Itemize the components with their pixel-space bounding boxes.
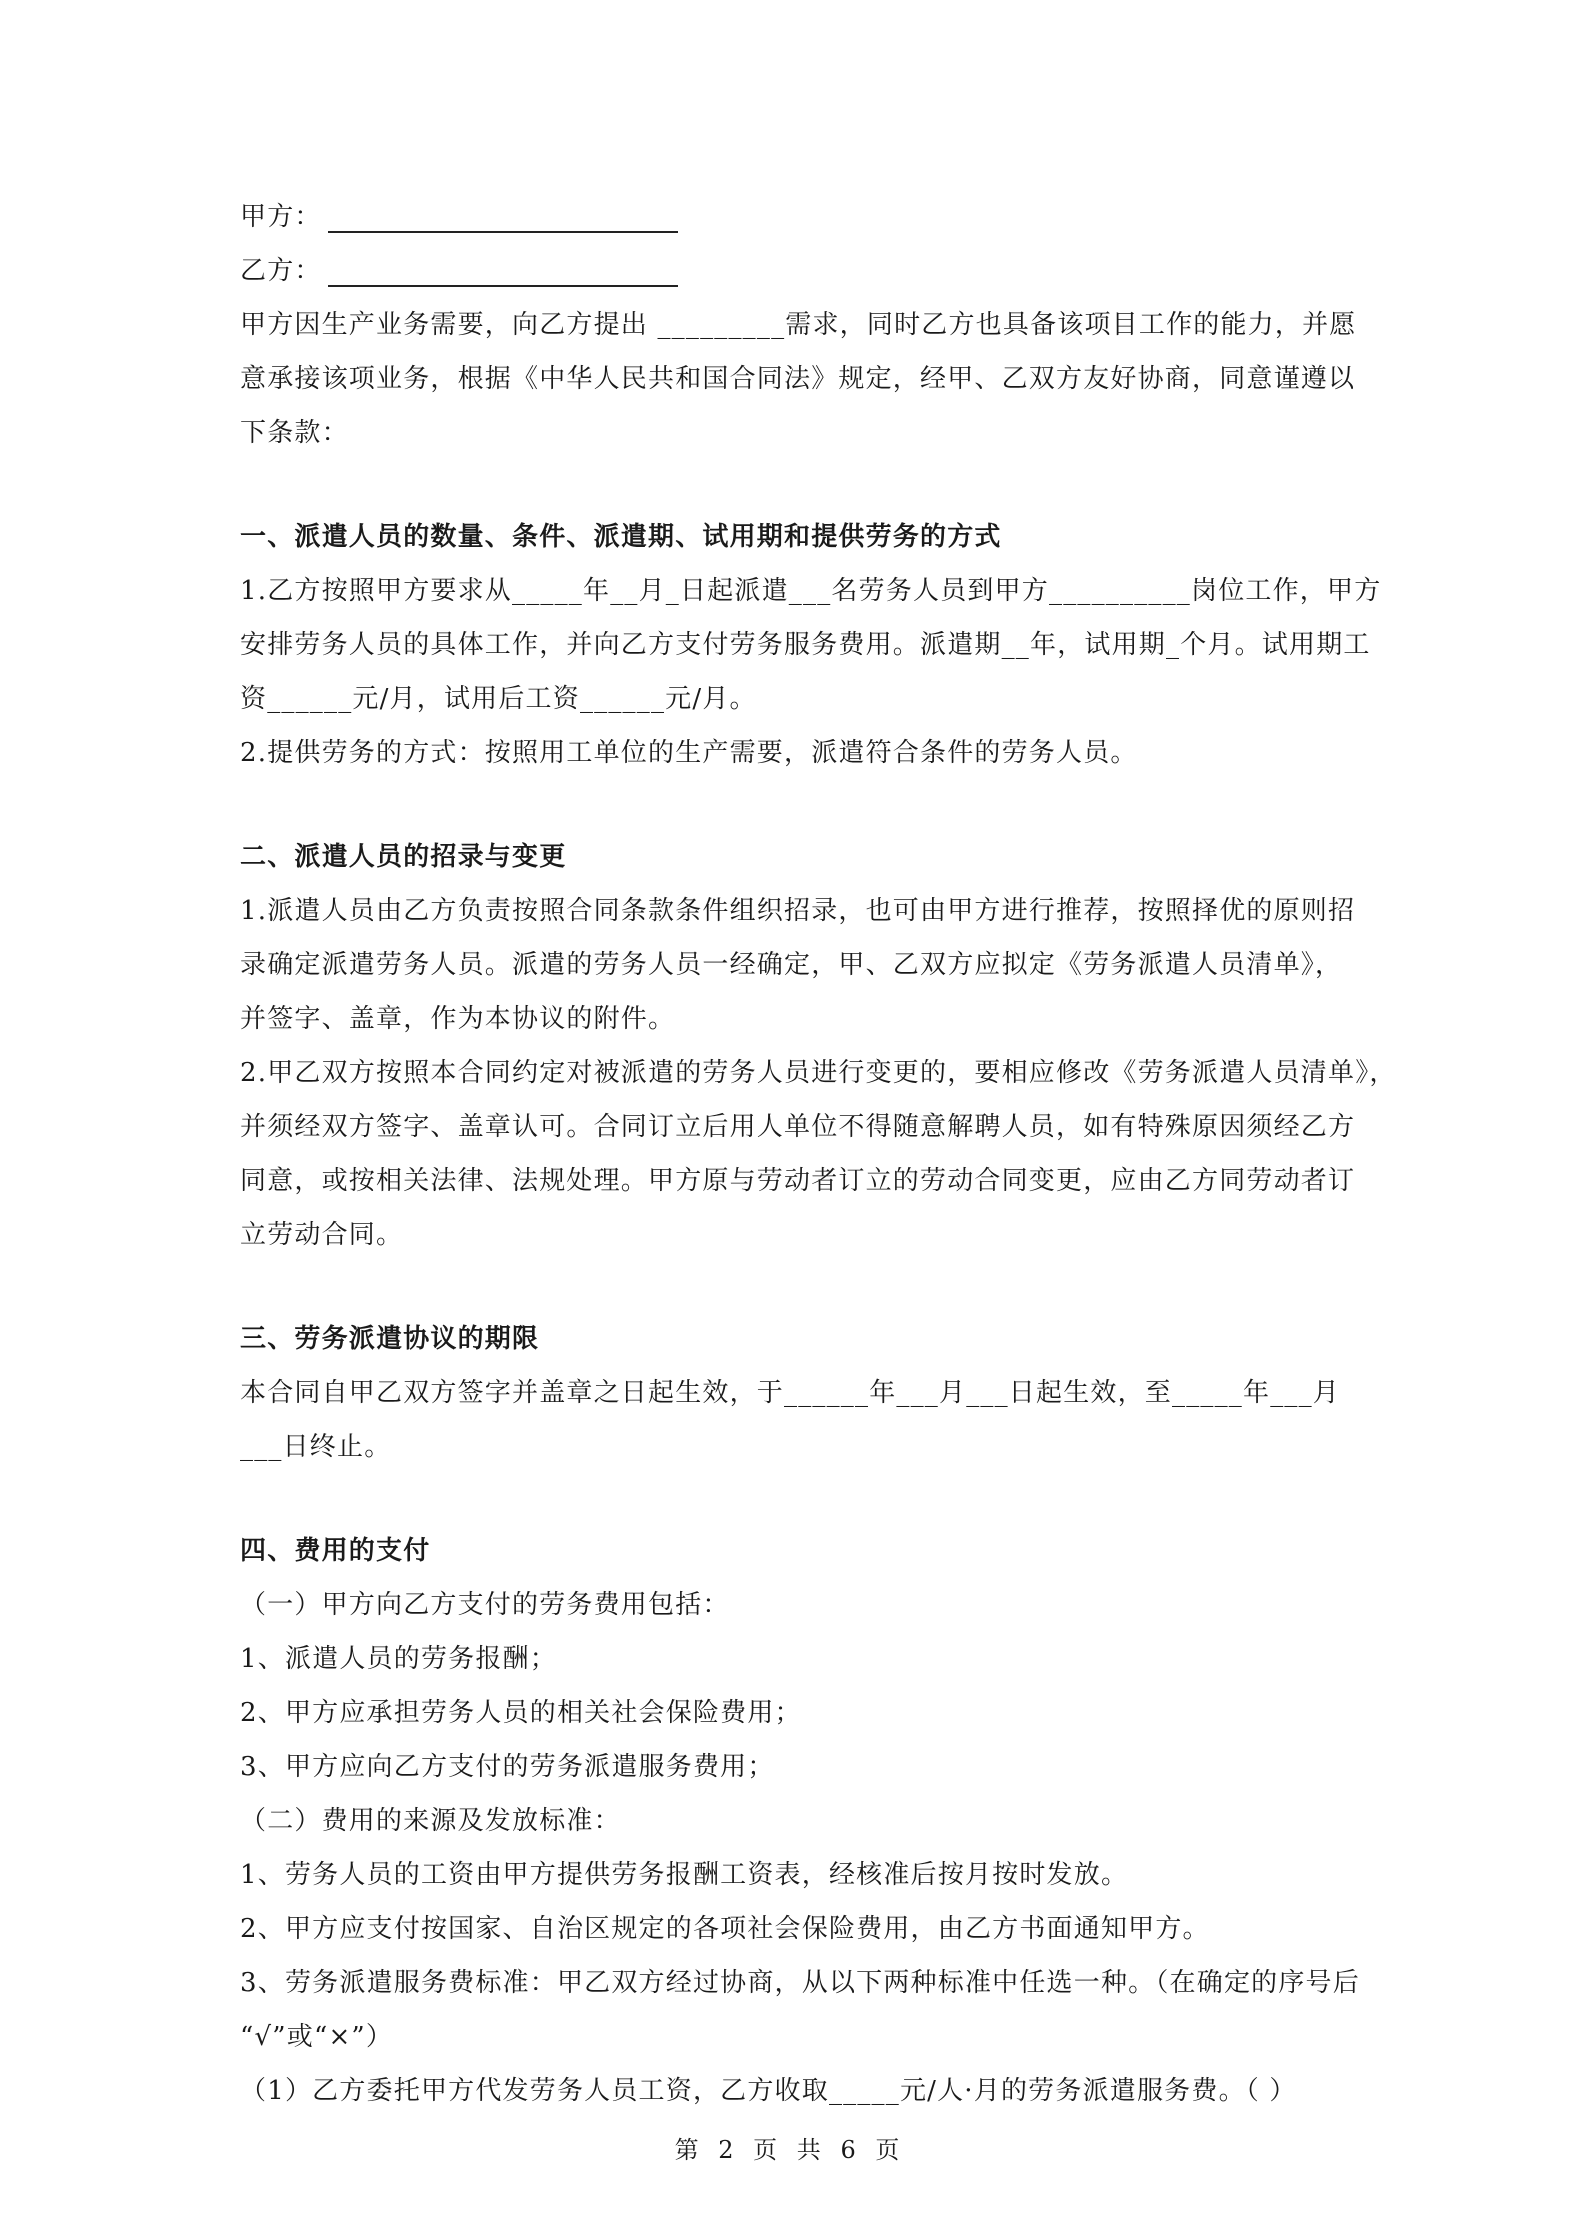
section-4-line: 1、派遣人员的劳务报酬； xyxy=(240,1644,557,1674)
section-4-line: （二）费用的来源及发放标准： xyxy=(240,1806,621,1836)
section-3-title: 三、劳务派遣协议的期限 xyxy=(240,1324,540,1354)
section-1-line: 2.提供劳务的方式：按照用工单位的生产需要，派遣符合条件的劳务人员。 xyxy=(240,738,1138,768)
section-1-line: 1.乙方按照甲方要求从_____年__月_日起派遣___名劳务人员到甲方__________岗位工作，甲方 xyxy=(240,576,1382,606)
party-b-line xyxy=(240,244,1350,298)
section-3-line: ___日终止。 xyxy=(240,1432,392,1462)
section-4-line: 2、甲方应支付按国家、自治区规定的各项社会保险费用，由乙方书面通知甲方。 xyxy=(240,1914,1210,1944)
party-b-label: 乙方： xyxy=(240,256,322,286)
party-b-blank xyxy=(328,255,678,287)
section-4-title: 四、费用的支付 xyxy=(240,1536,431,1566)
section-2-line: 1.派遣人员由乙方负责按照合同条款条件组织招录，也可由甲方进行推荐，按照择优的原则招 xyxy=(240,896,1356,926)
section-4-line: （1）乙方委托甲方代发劳务人员工资，乙方收取_____元/人·月的劳务派遣服务费。（ ） xyxy=(240,2076,1297,2106)
intro-line: 甲方因生产业务需要，向乙方提出 _________需求，同时乙方也具备该项目工作的能力，并愿 xyxy=(240,310,1357,340)
section-2-line: 录确定派遣劳务人员。派遣的劳务人员一经确定，甲、乙双方应拟定《劳务派遣人员清单》， xyxy=(240,950,1343,980)
section-2-line: 并须经双方签字、盖章认可。合同订立后用人单位不得随意解聘人员，如有特殊原因须经乙方 xyxy=(240,1112,1356,1142)
section-3-line: 本合同自甲乙双方签字并盖章之日起生效，于______年___月___日起生效，至_____年___月 xyxy=(240,1378,1341,1408)
document-page xyxy=(240,190,1397,2118)
intro-line: 意承接该项业务，根据《中华人民共和国合同法》规定，经甲、乙双方友好协商，同意谨遵以 xyxy=(240,364,1356,394)
page-number-footer: 第 2 页 共 6 页 xyxy=(674,2136,906,2164)
section-4-line: 1、劳务人员的工资由甲方提供劳务报酬工资表，经核准后按月按时发放。 xyxy=(240,1860,1129,1890)
section-1-line: 资______元/月，试用后工资______元/月。 xyxy=(240,684,757,714)
section-2-line: 并签字、盖章，作为本协议的附件。 xyxy=(240,1004,676,1034)
party-a-line xyxy=(240,190,1350,244)
section-4-line: “√”或“×”） xyxy=(240,2022,394,2052)
section-4-line: 3、劳务派遣服务费标准：甲乙双方经过协商，从以下两种标准中任选一种。（在确定的序号后 xyxy=(240,1968,1360,1998)
section-1-line: 安排劳务人员的具体工作，并向乙方支付劳务服务费用。派遣期__年，试用期_个月。试用期工 xyxy=(240,630,1371,660)
section-4-line: （一）甲方向乙方支付的劳务费用包括： xyxy=(240,1590,730,1620)
party-a-blank xyxy=(328,201,678,233)
section-1-title: 一、派遣人员的数量、条件、派遣期、试用期和提供劳务的方式 xyxy=(240,522,1002,552)
section-2-title: 二、派遣人员的招录与变更 xyxy=(240,842,567,872)
party-a-label: 甲方： xyxy=(240,202,322,232)
intro-line: 下条款： xyxy=(240,418,349,448)
section-4-line: 2、甲方应承担劳务人员的相关社会保险费用； xyxy=(240,1698,802,1728)
section-2-line: 同意，或按相关法律、法规处理。甲方原与劳动者订立的劳动合同变更，应由乙方同劳动者订 xyxy=(240,1166,1356,1196)
section-2-line: 立劳动合同。 xyxy=(240,1220,404,1250)
section-2-line: 2.甲乙双方按照本合同约定对被派遣的劳务人员进行变更的，要相应修改《劳务派遣人员清单》， xyxy=(240,1058,1397,1088)
section-4-line: 3、甲方应向乙方支付的劳务派遣服务费用； xyxy=(240,1752,775,1782)
